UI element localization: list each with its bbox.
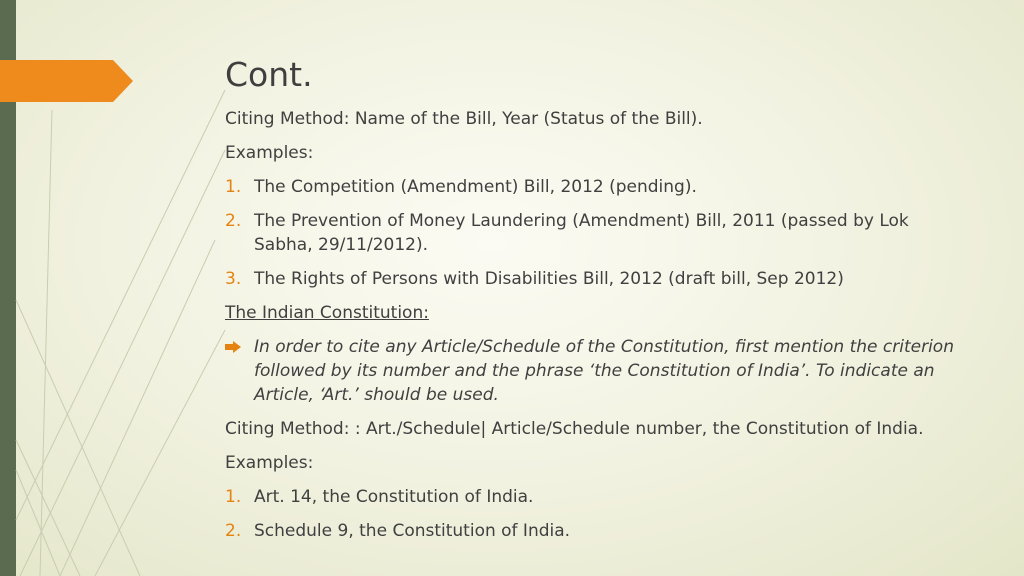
examples-label: Examples: bbox=[225, 453, 314, 473]
list-item bbox=[225, 485, 965, 509]
orange-arrow-tab bbox=[0, 60, 133, 102]
list-item bbox=[225, 519, 965, 543]
arrow-bullet-icon bbox=[225, 335, 254, 407]
list-number: 1. bbox=[225, 487, 242, 507]
list-item-text: Schedule 9, the Constitution of India. bbox=[254, 521, 571, 541]
list-number: 1. bbox=[225, 177, 242, 197]
slide-title: Cont. bbox=[225, 55, 313, 94]
examples-label: Examples: bbox=[225, 143, 314, 163]
list-item-text: The Rights of Persons with Disabilities Bill, 2012 (draft bill, Sep 2012) bbox=[254, 269, 844, 289]
constitution-heading: The Indian Constitution: bbox=[225, 303, 429, 323]
list-item bbox=[225, 209, 965, 257]
citing-method-constitution: Citing Method: : Art./Schedule| Article/Schedule number, the Constitution of India. bbox=[225, 419, 924, 439]
list-number: 2. bbox=[225, 211, 242, 231]
citing-method-bills: Citing Method: Name of the Bill, Year (Status of the Bill). bbox=[225, 109, 703, 129]
slide-content bbox=[225, 107, 965, 553]
list-item-text: The Prevention of Money Laundering (Amendment) Bill, 2011 (passed by Lok Sabha, 29/11/2012). bbox=[254, 211, 909, 255]
list-number: 3. bbox=[225, 269, 242, 289]
bullet-item bbox=[225, 335, 965, 407]
list-item bbox=[225, 267, 965, 291]
bullet-text: In order to cite any Article/Schedule of the Constitution, first mention the criterion followed by its number and the phrase ‘the Constitution of India’. To indicate an Article, ‘Art.’ should be used. bbox=[254, 337, 954, 405]
list-item-text: Art. 14, the Constitution of India. bbox=[254, 487, 534, 507]
list-item-text: The Competition (Amendment) Bill, 2012 (pending). bbox=[254, 177, 697, 197]
list-number: 2. bbox=[225, 521, 242, 541]
list-item bbox=[225, 175, 965, 199]
